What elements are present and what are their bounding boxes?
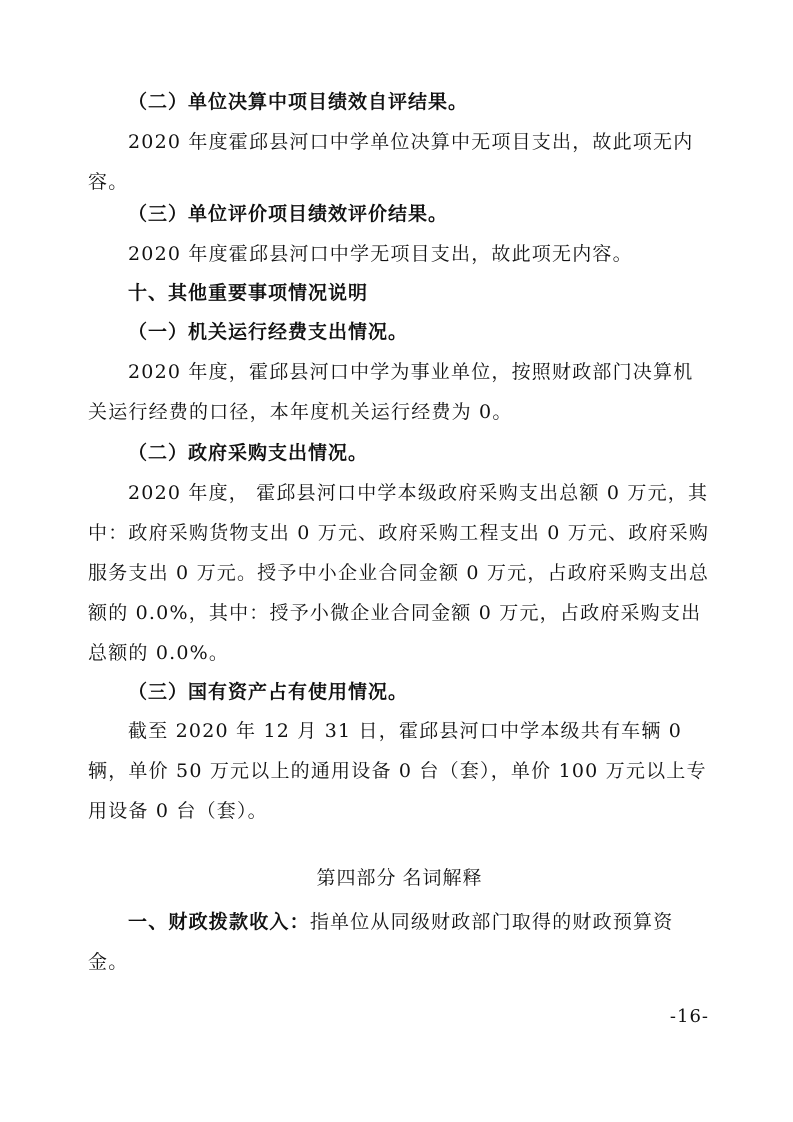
sub-heading-project-self-evaluation: （二）单位决算中项目绩效自评结果。	[128, 91, 469, 113]
part-title-number: 第四部分	[316, 867, 397, 889]
paragraph-government-procurement: 2020 年度， 霍邱县河口中学本级政府采购支出总额 0 万元，其中：政府采购货物支出 0 万元、政府采购工程支出 0 万元、政府采购服务支出 0 万元。授予中小企业合同金额 0 万元，占政府采购支出总额的 0.0%，其中：授予小微企业合同金额 0 万元，占政府采购支出总额的 0.0%。	[88, 482, 710, 664]
paragraph-operating-expenses: 2020 年度，霍邱县河口中学为事业单位，按照财政部门决算机关运行经费的口径，本年度机关运行经费为 0。	[88, 361, 694, 423]
sub-heading-government-procurement: （二）政府采购支出情况。	[128, 442, 369, 464]
part-title-name: 名词解释	[402, 867, 483, 889]
term-label: 一、财政拨款收入：	[128, 911, 310, 933]
term-definition: 指单位从同级财政部门取得的财政预算资金。	[88, 911, 674, 973]
page-number: -16-	[669, 1006, 709, 1027]
paragraph-unit-evaluation: 2020 年度霍邱县河口中学无项目支出，故此项无内容。	[128, 243, 633, 265]
part-title	[0, 858, 793, 898]
sub-heading-operating-expenses: （一）机关运行经费支出情况。	[128, 321, 409, 343]
sub-heading-unit-evaluation: （三）单位评价项目绩效评价结果。	[128, 203, 449, 225]
sub-heading-state-assets: （三）国有资产占有使用情况。	[128, 681, 409, 703]
paragraph-state-assets: 截至 2020 年 12 月 31 日，霍邱县河口中学本级共有车辆 0 辆，单价 50 万元以上的通用设备 0 台（套），单价 100 万元以上专用设备 0 台（套）。	[88, 720, 707, 822]
section-heading-other-matters: 十、其他重要事项情况说明	[128, 282, 369, 304]
paragraph-term-fiscal-appropriation	[88, 902, 710, 982]
paragraph-project-self-evaluation: 2020 年度霍邱县河口中学单位决算中无项目支出，故此项无内容。	[88, 131, 694, 193]
